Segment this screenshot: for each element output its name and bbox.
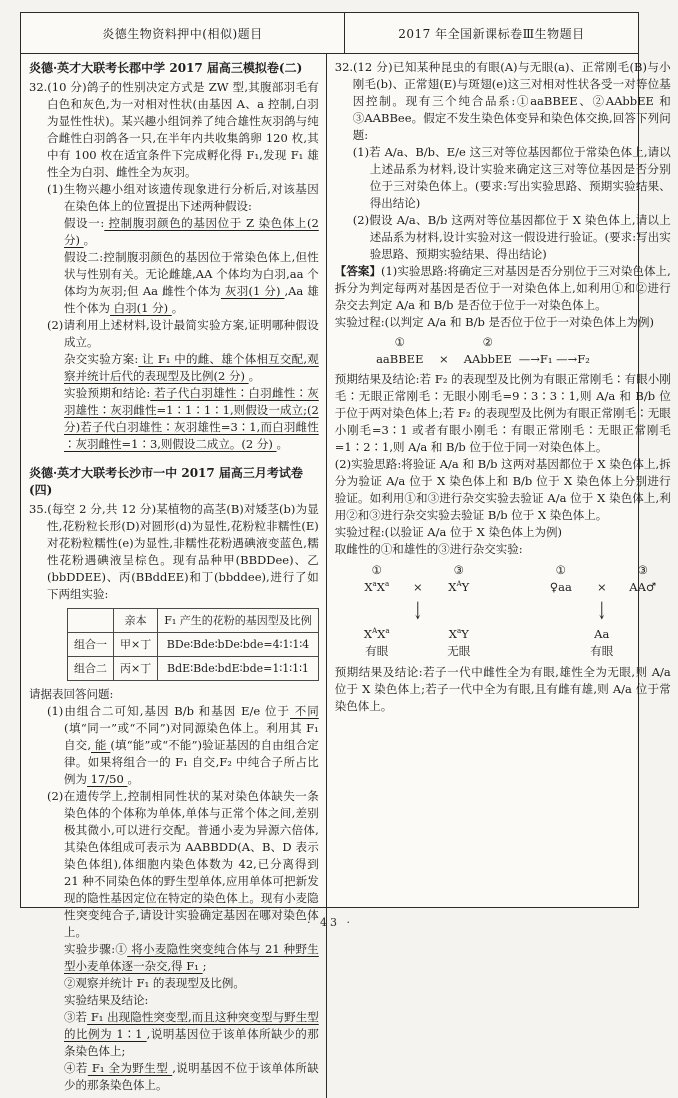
combo1-label: 组合一: [68, 633, 114, 657]
offspring-genotype: Aa: [594, 627, 610, 641]
header-right-title: 2017 年全国新课标卷Ⅲ生物题目: [398, 26, 585, 41]
experiment-step-1: 实验步骤:① 将小麦隐性突变纯合体与 21 种野生型小麦单体逐一杂交,得 F₁ ;: [64, 942, 319, 973]
combo2-label: 组合二: [68, 657, 114, 681]
answer-paragraph-3: 预期结果及结论:若 F₂ 的表现型及比例为有眼正常刚毛∶有眼小刚毛∶无眼正常刚毛∶无眼小刚毛=9∶3∶3∶1,则 A/a 和 B/b 位于位于两对染色体上;若 F₂ 的表现型及比例为有眼正常刚毛∶无眼小刚毛=3∶1 或者有眼小刚毛∶有眼正常刚毛∶无眼正常刚毛=1∶2∶1,则 A/a 和 B/b 位于位于同一对染色体上。: [334, 372, 671, 454]
diagram1-labels: [369, 334, 671, 351]
cross-diagram-1: [369, 334, 671, 368]
father-genotype: $X^AY$: [448, 579, 470, 594]
parent1-genotype: aaBBEE: [376, 352, 424, 366]
spacer: [405, 643, 431, 660]
cross-symbol: ×: [438, 352, 449, 366]
strain1-label: ①: [371, 563, 382, 577]
combo2-ratio: BdE∶Bde∶bdE∶bde=1∶1∶1∶1: [158, 657, 319, 681]
q35-item1: (1)由组合二可知,基因 B/b 和基因 E/e 位于 不同 (填“同一”或“不同”)对同源染色体上。利用其 F₁ 自交, 能 (填“能”或“不能”)验证基因的自由组合定律。如果将组合一的 F₁ 自交,F₂ 中纯合子所占比例为 17/50 。: [47, 704, 319, 786]
cross-diagram-2: [349, 562, 671, 660]
spacer: [589, 562, 615, 579]
answer-paragraph-4: (2)实验思路:将验证 A/a 和 B/b 这两对基因都位于 X 染色体上,拆分为验证 A/a 位于 X 染色体上和 B/b 位于 X 染色体上分别进行验证。如利用①和③进行杂交实验去验证 A/a 位于 X 染色体上,利用②和③进行杂交实验去验证 B/b 位于 X 染色体上。: [334, 457, 671, 522]
pollen-genotype-table: [67, 608, 319, 681]
experiment-step-2: ②观察并统计 F₁ 的表现型及比例。: [64, 976, 245, 990]
experiment-result-2: ④若 F₁ 全为野生型 ,说明基因不位于该单体所缺少的那条染色体上。: [64, 1061, 319, 1092]
header-left-title: 炎德生物资料押中(相似)题目: [21, 13, 345, 53]
table-row: [68, 657, 319, 681]
diagram1-cross-line: [369, 351, 671, 368]
q35-item2: (2)在遗传学上,控制相同性状的某对染色体缺失一条染色体的个体称为单体,单体与正常个体之间,差别极其微小,可以进行交配。普通小麦为异源六倍体,其染色体组成可表示为 AABBDD(A、B、D 表示染色体组),体细胞内染色体数为 42,已分离得到 21 种不同染色体的野生型单体,应用单体可把新发现的隐性基因定位在特定的染色体上。现有小麦隐性突变纯合子,请设计实验确定基因在哪对染色体上。: [47, 789, 319, 939]
strain1-label: ①: [394, 335, 405, 349]
expected-result-answer: 实验预期和结论: 若子代白羽雄性∶白羽雌性∶灰羽雄性∶灰羽雌性=1∶1∶1∶1,则假设一成立;(2 分)若子代白羽雄性∶灰羽雄性=3∶1,而白羽雌性∶灰羽雌性=1∶3,则假设二成立。(2 分) 。: [64, 386, 319, 451]
answer-paragraph-2: 实验过程:(以判定 A/a 和 B/b 是否位于位于一对染色体上为例): [334, 315, 654, 329]
cross-symbol: ×: [412, 580, 423, 594]
table-row: [68, 609, 319, 633]
answer-paragraph-7: 预期结果及结论:若子一代中雌性全为有眼,雄性全为无眼,则 A/a 位于 X 染色体上;若子一代中全为有眼,且有雌有雄,则 A/a 位于常染色体上。: [334, 665, 671, 713]
left-column-similar-questions: [21, 54, 327, 1098]
q32-left-item1: (1)生物兴趣小组对该遗传现象进行分析后,对该基因在染色体上的位置提出下述两种假设:: [47, 182, 319, 213]
mother-genotype: ♀aa: [549, 580, 572, 594]
answer-p1-text: (1)实验思路:将确定三对基因是否分别位于三对染色体上,拆分为判定每两对基因是否位于一对染色体上,如利用①和②进行杂交去判定 A/a 和 B/b 是否位于位于一对染色体上。: [334, 264, 671, 312]
spacer: [405, 562, 431, 579]
spacer: [431, 334, 457, 351]
q32-right-intro: 32.(12 分)已知某种昆虫的有眼(A)与无眼(a)、正常刚毛(B)与小刚毛(b)、正常翅(E)与斑翅(e)这三对相对性状各受一对等位基因控制。现有三个纯合品系:①aaBBEE、②AAbbEE 和③AABBee。假定不发生染色体变异和染色体交换,回答下列问题:: [334, 60, 671, 142]
table-row: [68, 633, 319, 657]
answer-label: 【答案】: [334, 264, 381, 278]
combo1-ratio: BDe∶Bde∶bDe∶bde=4∶1∶1∶4: [158, 633, 319, 657]
hypothesis-1: 假设一: 控制腹羽颜色的基因位于 Z 染色体上(2 分) 。: [64, 216, 319, 247]
q32-left-item2: (2)请利用上述材料,设计最简实验方案,证明哪种假设成立。: [47, 318, 319, 349]
strain1-label: ①: [555, 563, 566, 577]
q32-right-item1: (1)若 A/a、B/b、E/e 这三对等位基因都位于常染色体上,请以上述品系为材料,设计实验来确定这三对等位基因是否分别位于三对染色体上。(要求:写出实验思路、预期实验结果、得出结论): [352, 145, 671, 210]
page-number: · 43 ·: [307, 916, 353, 929]
q35-intro: 35.(每空 2 分,共 12 分)某植物的高茎(B)对矮茎(b)为显性,花粉粒长形(D)对圆形(d)为显性,花粉粒非糯性(E)对花粉粒糯性(e)为显性,非糯性花粉遇碘液变蓝色,糯性花粉遇碘液呈棕色。现有品种甲(BBDDee)、乙(bbDDEE)、丙(BBddEE)和丁(bbddee),进行了如下两组实验:: [29, 502, 319, 601]
offspring2-phenotype: 无眼: [447, 644, 471, 658]
offspring1-phenotype: 有眼: [365, 644, 389, 658]
table-header-row: [21, 13, 638, 54]
right-column-official-question: [327, 54, 678, 1098]
strain3-label: ③: [637, 563, 648, 577]
combo1-parents: 甲×丁: [114, 633, 158, 657]
table-header-f1-pollen: F₁ 产生的花粉的基因型及比例: [158, 609, 319, 633]
f1-f2-arrow-chain: —→F₁ —→F₂: [518, 352, 590, 366]
section2-title: 炎德·英才大联考长沙市一中 2017 届高三月考试卷(四): [29, 466, 303, 497]
table-body-row: [21, 54, 671, 1098]
q32-left-intro: 32.(10 分)鸽子的性别决定方式是 ZW 型,其腹部羽毛有白色和灰色,为一对相对性状(由基因 A、a 控制,白羽为显性性状)。某兴趣小组饲养了纯合雄性灰羽鸽与纯合雌性白羽鸽各一只,在半年内共收集鸽卵 120 枚,其中有 100 枚在适宜条件下完成孵化得 F₁,发现 F₁ 雄性全为白羽、雌性全为灰羽。: [29, 80, 319, 179]
strain3-label: ③: [453, 563, 464, 577]
section1-title: 炎德·英才大联考长郡中学 2017 届高三模拟卷(二): [29, 61, 303, 75]
answer-paragraph-5: 实验过程:(以验证 A/a 位于 X 染色体上为例): [334, 525, 562, 539]
combo2-parents: 丙×丁: [114, 657, 158, 681]
parent2-genotype: AAbbEE: [463, 352, 512, 366]
x-linked-cross: [349, 562, 487, 660]
answer-paragraph-6: 取雌性的①和雄性的③进行杂交实验:: [334, 542, 523, 556]
down-arrow: ↓: [412, 596, 423, 624]
experiment-result-1: ③若 F₁ 出现隐性突变型,而且这种突变型与野生型的比例为 1∶1 ,说明基因位于该单体所缺少的那条染色体上;: [64, 1010, 319, 1058]
mother-genotype: $X^aX^a$: [364, 579, 390, 594]
cross-plan-answer: 杂交实验方案: 让 F₁ 中的雌、雄个体相互交配,观察并统计后代的表现型及比例(2 分) 。: [64, 352, 319, 383]
autosomal-cross: [533, 562, 671, 660]
offspring1-genotype: $X^AX^a$: [363, 626, 390, 641]
cross-symbol: ×: [596, 580, 607, 594]
q32-right-item2: (2)假设 A/a、B/b 这两对等位基因都位于 X 染色体上,请以上述品系为材料,设计实验对这一假设进行验证。(要求:写出实验思路、预期实验结果、得出结论): [352, 213, 671, 261]
answer-prompt: 请据表回答问题:: [29, 687, 114, 701]
strain2-label: ②: [482, 335, 493, 349]
table-header-parents: 亲本: [114, 609, 158, 633]
answer-paragraph-1: [335, 263, 671, 314]
experiment-result-title: 实验结果及结论:: [64, 993, 149, 1007]
offspring2-genotype: $X^aY$: [448, 626, 469, 641]
father-genotype: AA♂: [629, 580, 657, 594]
down-arrow: ↓: [596, 596, 607, 624]
offspring-phenotype: 有眼: [590, 644, 614, 658]
table-header-blank: [68, 609, 114, 633]
hypothesis-2: 假设二:控制腹羽颜色的基因位于常染色体上,但性状与性别有关。无论雌雄,AA 个体均为白羽,aa 个体均为灰羽;但 Aa 雌性个体为 灰羽(1 分) ,Aa 雄性个体为 白羽(1 分) 。: [64, 250, 319, 315]
